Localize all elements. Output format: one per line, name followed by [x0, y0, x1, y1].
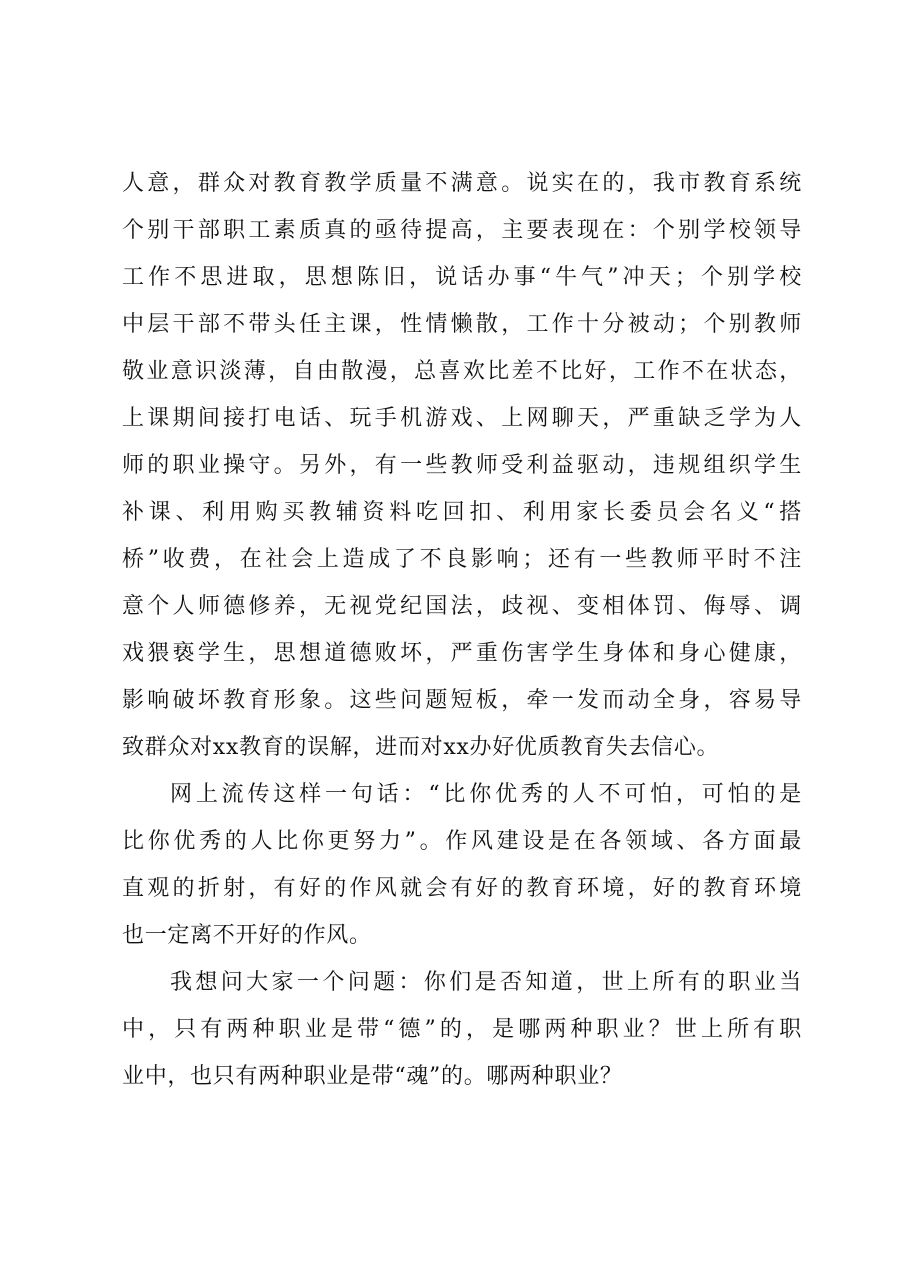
text-line: 戏猥亵学生，思想道德败坏，严重伤害学生身体和身心健康， — [122, 641, 802, 666]
text-line: 中，只有两种职业是带“德”的，是哪两种职业？世上所有职 — [122, 1017, 802, 1042]
paragraph-3 — [122, 959, 802, 1100]
text-line: 个别干部职工素质真的亟待提高，主要表现在：个别学校领导 — [122, 218, 802, 243]
paragraph-2 — [122, 771, 802, 959]
text-line: 网上流传这样一句话：“比你优秀的人不可怕，可怕的是 — [170, 782, 802, 807]
text-line: 中层干部不带头任主课，性情懒散，工作十分被动；个别教师 — [122, 312, 802, 337]
text-line: 致群众对xx教育的误解，进而对xx办好优质教育失去信心。 — [122, 735, 720, 760]
text-line: 比你优秀的人比你更努力”。作风建设是在各领域、各方面最 — [122, 829, 802, 854]
text-line: 人意，群众对教育教学质量不满意。说实在的，我市教育系统 — [122, 171, 802, 196]
text-line: 桥”收费，在社会上造成了不良影响；还有一些教师平时不注 — [122, 547, 802, 572]
paragraph-1 — [122, 160, 802, 771]
text-line: 意个人师德修养，无视党纪国法，歧视、变相体罚、侮辱、调 — [122, 594, 802, 619]
text-line: 师的职业操守。另外，有一些教师受利益驱动，违规组织学生 — [122, 453, 802, 478]
text-line: 业中，也只有两种职业是带“魂”的。哪两种职业？ — [122, 1064, 623, 1089]
text-line: 上课期间接打电话、玩手机游戏、上网聊天，严重缺乏学为人 — [122, 406, 802, 431]
text-line: 直观的折射，有好的作风就会有好的教育环境，好的教育环境 — [122, 876, 802, 901]
text-line: 工作不思进取，思想陈旧，说话办事“牛气”冲天；个别学校 — [122, 265, 802, 290]
text-line: 影响破坏教育形象。这些问题短板，牵一发而动全身，容易导 — [122, 688, 802, 713]
text-line: 敬业意识淡薄，自由散漫，总喜欢比差不比好，工作不在状态， — [122, 359, 802, 384]
text-line: 也一定离不开好的作风。 — [122, 923, 372, 948]
text-line: 补课、利用购买教辅资料吃回扣、利用家长委员会名义“搭 — [122, 500, 802, 525]
text-line: 我想问大家一个问题：你们是否知道，世上所有的职业当 — [170, 970, 802, 995]
document-body — [122, 160, 802, 1100]
